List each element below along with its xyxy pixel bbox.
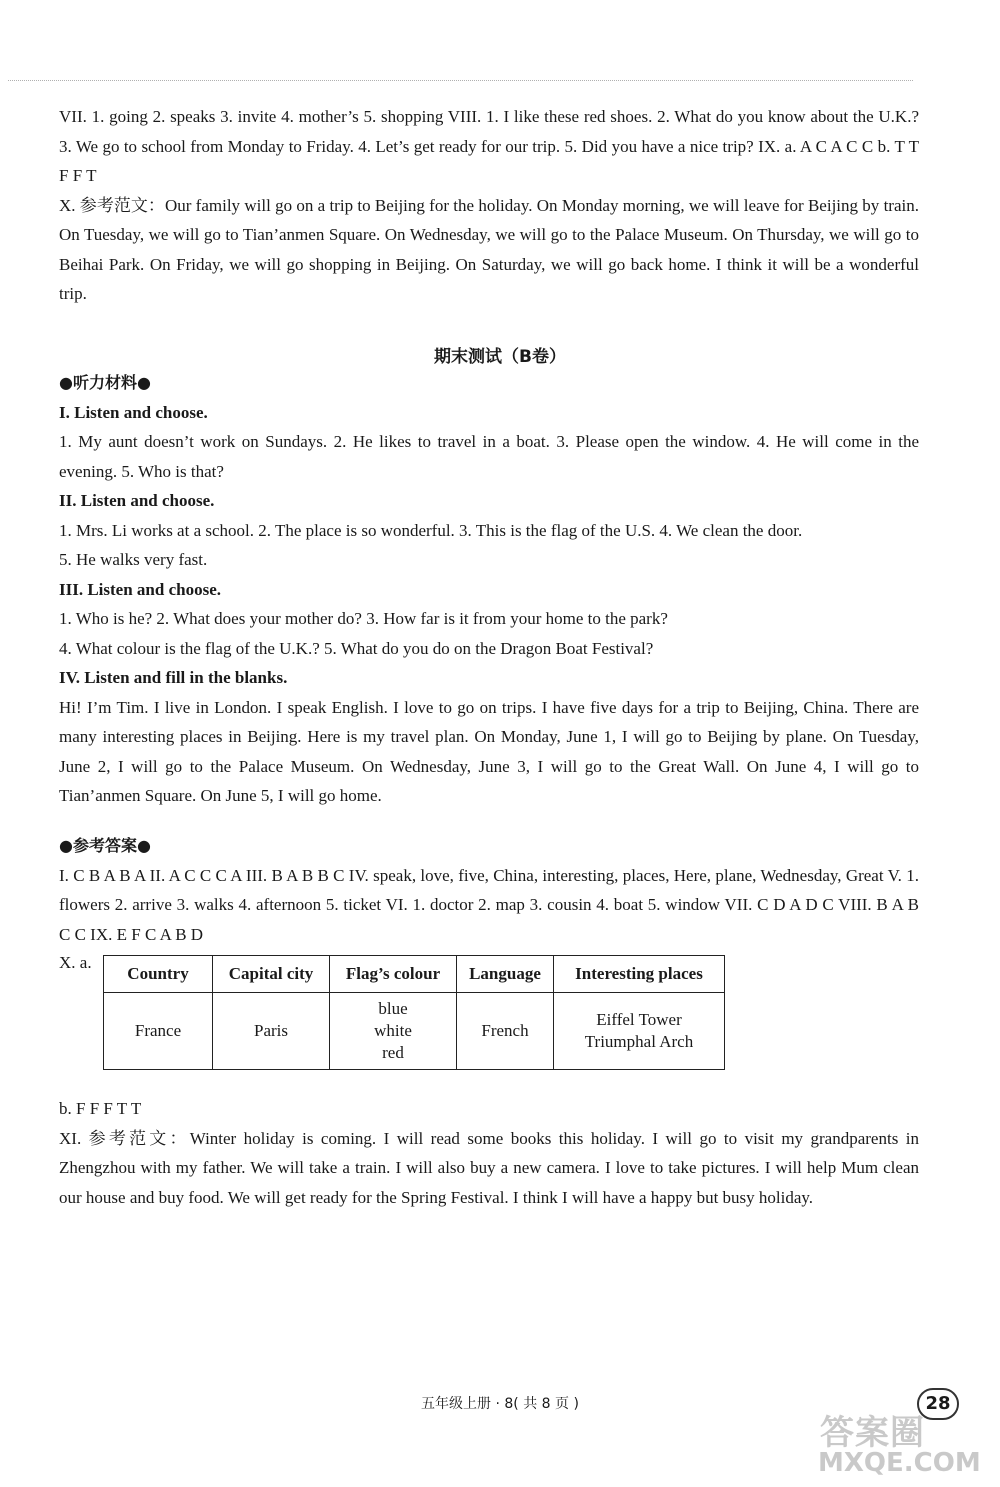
part-2-heading: II. Listen and choose. xyxy=(59,491,215,510)
part-2-text: 1. Mrs. Li works at a school. 2. The place is so wonderful. 3. This is the flag of the U.S. 4. We clean the door. xyxy=(59,520,803,540)
section-title: 期末测试（B卷） xyxy=(434,347,566,367)
table-row xyxy=(104,993,725,1070)
answers-label: ●参考答案● xyxy=(59,836,151,855)
bottom-answers-block xyxy=(59,1094,919,1212)
top-answers-block xyxy=(59,102,919,309)
page-number: 28 xyxy=(917,1388,959,1420)
part-3-heading: III. Listen and choose. xyxy=(59,579,222,599)
part-2-text-2: 5. He walks very fast. xyxy=(59,550,208,569)
cell-places xyxy=(554,993,725,1070)
part-4-text: Hi! I’m Tim. I live in London. I speak English. I love to go on trips. I have five days for a trip to Beijing, China. There are many interesting places in Beijing. Here is my travel plan. On Monday, June 1, I will go to Beijing by plane. On Tuesday, June 2, I will go to the Palace Museum. On Wednesday, June 3, I will go to the Great Wall. On June 4, I will go to Tian’anmen Square. On June 5, I will go home. xyxy=(59,697,919,805)
colour-red: red xyxy=(382,1043,404,1062)
country-table xyxy=(103,955,725,1070)
header-flag-colour: Flag’s colour xyxy=(330,956,457,993)
colour-white: white xyxy=(374,1021,412,1040)
cell-country: France xyxy=(104,993,213,1070)
watermark-logo: 答案圈 xyxy=(820,1413,925,1453)
part-1-heading: I. Listen and choose. xyxy=(59,402,208,422)
header-interesting-places: Interesting places xyxy=(554,956,725,993)
part-1-text: 1. My aunt doesn’t work on Sundays. 2. He likes to travel in a boat. 3. Please open the window. 4. He will come in the evening. 5. Who is that? xyxy=(59,432,919,481)
cell-flag-colours xyxy=(330,993,457,1070)
colour-blue: blue xyxy=(378,999,408,1018)
header-language: Language xyxy=(457,956,554,993)
listening-label: ●听力材料● xyxy=(59,373,151,392)
essay-x: X. 参考范文：Our family will go on a trip to Beijing for the holiday. On Monday morning, we will leave for Beijing by train. On Tuesday, we will go to Tian’anmen Square. On Wednesday, we will go to the Palace Museum. On Thursday, we will go to Beihai Park. On Friday, we will go shopping in Beijing. On Saturday, we will go back home. I think it will be a wonderful trip. xyxy=(59,195,919,303)
cell-language: French xyxy=(457,993,554,1070)
place-eiffel: Eiffel Tower xyxy=(596,1010,682,1029)
listening-block xyxy=(59,368,919,811)
answers-vii-ix: VII. 1. going 2. speaks 3. invite 4. mother’s 5. shopping VIII. 1. I like these red shoes. 2. What do you know about the U.K.? 3. We go to school from Monday to Friday. 4. Let’s get ready for our trip. 5. Did you have a nice trip? IX. a. A C A C C b. T T F F T xyxy=(59,107,919,185)
part-3-text-2: 4. What colour is the flag of the U.K.? 5. What do you do on the Dragon Boat Festival? xyxy=(59,638,654,658)
place-arch: Triumphal Arch xyxy=(584,1032,694,1051)
header-country: Country xyxy=(104,956,213,993)
part-4-heading: IV. Listen and fill in the blanks. xyxy=(59,668,288,687)
answers-text: I. C B A B A II. A C C C A III. B A B B C IV. speak, love, five, China, interesting, places, Here, plane, Wednesday, Great V. 1. flowers 2. arrive 3. walks 4. afternoon 5. ticket VI. 1. doctor 2. map 3. cousin 4. boat 5. window VII. C D A D C VIII. B A B C C IX. E F C A B D xyxy=(59,865,919,944)
answers-block xyxy=(59,831,919,949)
part-3-text: 1. Who is he? 2. What does your mother do? 3. How far is it from your home to the park? xyxy=(59,609,668,628)
cell-capital: Paris xyxy=(213,993,330,1070)
answers-x-b: b. F F F T T xyxy=(59,1099,142,1118)
table-header-row xyxy=(104,956,725,993)
top-dotted-rule xyxy=(8,80,913,81)
page-footer: 五年级上册 · 8( 共 8 页 ) xyxy=(421,1396,579,1412)
watermark-url: MXQE.COM xyxy=(818,1448,981,1478)
x-a-label: X. a. xyxy=(59,953,92,972)
essay-xi: XI. 参考范文：Winter holiday is coming. I will read some books this holiday. I will go to visit my grandparents in Zhengzhou with my father. We will take a train. I will also buy a new camera. I love to take pictures. I will help Mum clean our house and buy food. We will get ready for the Spring Festival. I think I will have a happy but busy holiday. xyxy=(59,1128,919,1207)
header-capital: Capital city xyxy=(213,956,330,993)
